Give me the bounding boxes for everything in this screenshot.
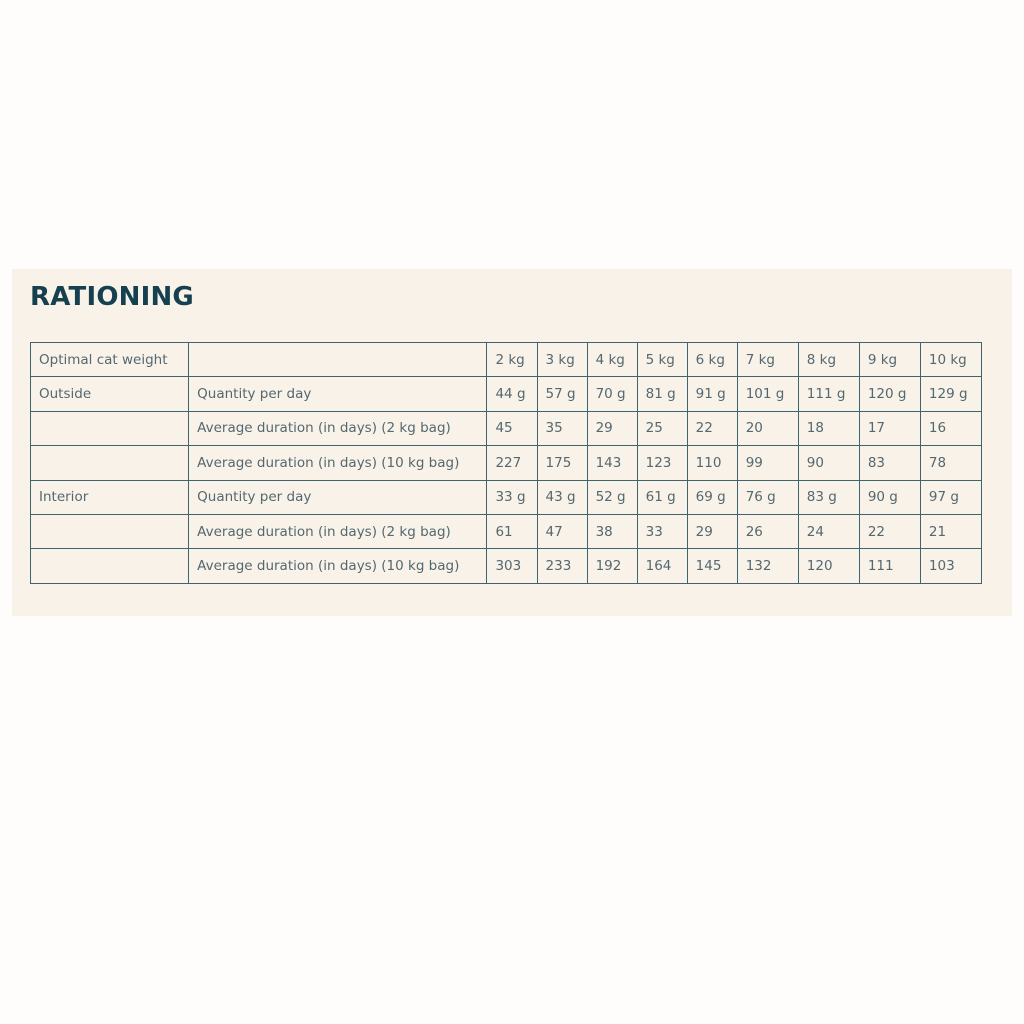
metric-label: Quantity per day	[189, 480, 487, 514]
value-cell: 83 g	[798, 480, 859, 514]
weight-header: 4 kg	[587, 343, 637, 377]
value-cell: 61 g	[637, 480, 687, 514]
value-cell: 83	[859, 446, 920, 480]
value-cell: 69 g	[687, 480, 737, 514]
value-cell: 164	[637, 549, 687, 583]
value-cell: 110	[687, 446, 737, 480]
header-label: Optimal cat weight	[31, 343, 189, 377]
rationing-table	[30, 342, 982, 584]
value-cell: 101 g	[737, 377, 798, 411]
table-row	[31, 411, 982, 445]
value-cell: 76 g	[737, 480, 798, 514]
value-cell: 143	[587, 446, 637, 480]
metric-label: Average duration (in days) (2 kg bag)	[189, 514, 487, 548]
value-cell: 29	[587, 411, 637, 445]
table-row	[31, 446, 982, 480]
weight-header: 3 kg	[537, 343, 587, 377]
weight-header: 2 kg	[487, 343, 537, 377]
value-cell: 18	[798, 411, 859, 445]
value-cell: 90 g	[859, 480, 920, 514]
group-label	[31, 446, 189, 480]
weight-header: 8 kg	[798, 343, 859, 377]
metric-label: Quantity per day	[189, 377, 487, 411]
value-cell: 129 g	[920, 377, 981, 411]
value-cell: 29	[687, 514, 737, 548]
group-label	[31, 549, 189, 583]
value-cell: 103	[920, 549, 981, 583]
weight-header: 6 kg	[687, 343, 737, 377]
table-body	[31, 343, 982, 584]
table-row	[31, 549, 982, 583]
value-cell: 99	[737, 446, 798, 480]
value-cell: 35	[537, 411, 587, 445]
value-cell: 26	[737, 514, 798, 548]
value-cell: 45	[487, 411, 537, 445]
table-row	[31, 377, 982, 411]
value-cell: 61	[487, 514, 537, 548]
group-label	[31, 411, 189, 445]
value-cell: 123	[637, 446, 687, 480]
value-cell: 91 g	[687, 377, 737, 411]
value-cell: 78	[920, 446, 981, 480]
metric-label: Average duration (in days) (10 kg bag)	[189, 446, 487, 480]
value-cell: 33 g	[487, 480, 537, 514]
table-row	[31, 514, 982, 548]
weight-header: 9 kg	[859, 343, 920, 377]
group-label: Interior	[31, 480, 189, 514]
value-cell: 25	[637, 411, 687, 445]
value-cell: 33	[637, 514, 687, 548]
header-subtitle	[189, 343, 487, 377]
value-cell: 22	[859, 514, 920, 548]
value-cell: 81 g	[637, 377, 687, 411]
value-cell: 57 g	[537, 377, 587, 411]
metric-label: Average duration (in days) (2 kg bag)	[189, 411, 487, 445]
value-cell: 22	[687, 411, 737, 445]
value-cell: 111 g	[798, 377, 859, 411]
value-cell: 233	[537, 549, 587, 583]
metric-label: Average duration (in days) (10 kg bag)	[189, 549, 487, 583]
group-label	[31, 514, 189, 548]
weight-header: 7 kg	[737, 343, 798, 377]
value-cell: 38	[587, 514, 637, 548]
value-cell: 227	[487, 446, 537, 480]
group-label: Outside	[31, 377, 189, 411]
table-row	[31, 480, 982, 514]
value-cell: 120 g	[859, 377, 920, 411]
value-cell: 303	[487, 549, 537, 583]
weight-header: 10 kg	[920, 343, 981, 377]
value-cell: 47	[537, 514, 587, 548]
value-cell: 20	[737, 411, 798, 445]
value-cell: 90	[798, 446, 859, 480]
value-cell: 24	[798, 514, 859, 548]
value-cell: 97 g	[920, 480, 981, 514]
value-cell: 120	[798, 549, 859, 583]
value-cell: 52 g	[587, 480, 637, 514]
value-cell: 43 g	[537, 480, 587, 514]
value-cell: 132	[737, 549, 798, 583]
weight-header: 5 kg	[637, 343, 687, 377]
value-cell: 16	[920, 411, 981, 445]
value-cell: 70 g	[587, 377, 637, 411]
value-cell: 17	[859, 411, 920, 445]
rationing-panel	[12, 269, 1012, 616]
value-cell: 21	[920, 514, 981, 548]
value-cell: 44 g	[487, 377, 537, 411]
header-row	[31, 343, 982, 377]
value-cell: 175	[537, 446, 587, 480]
value-cell: 145	[687, 549, 737, 583]
section-title: RATIONING	[30, 282, 194, 312]
value-cell: 111	[859, 549, 920, 583]
value-cell: 192	[587, 549, 637, 583]
